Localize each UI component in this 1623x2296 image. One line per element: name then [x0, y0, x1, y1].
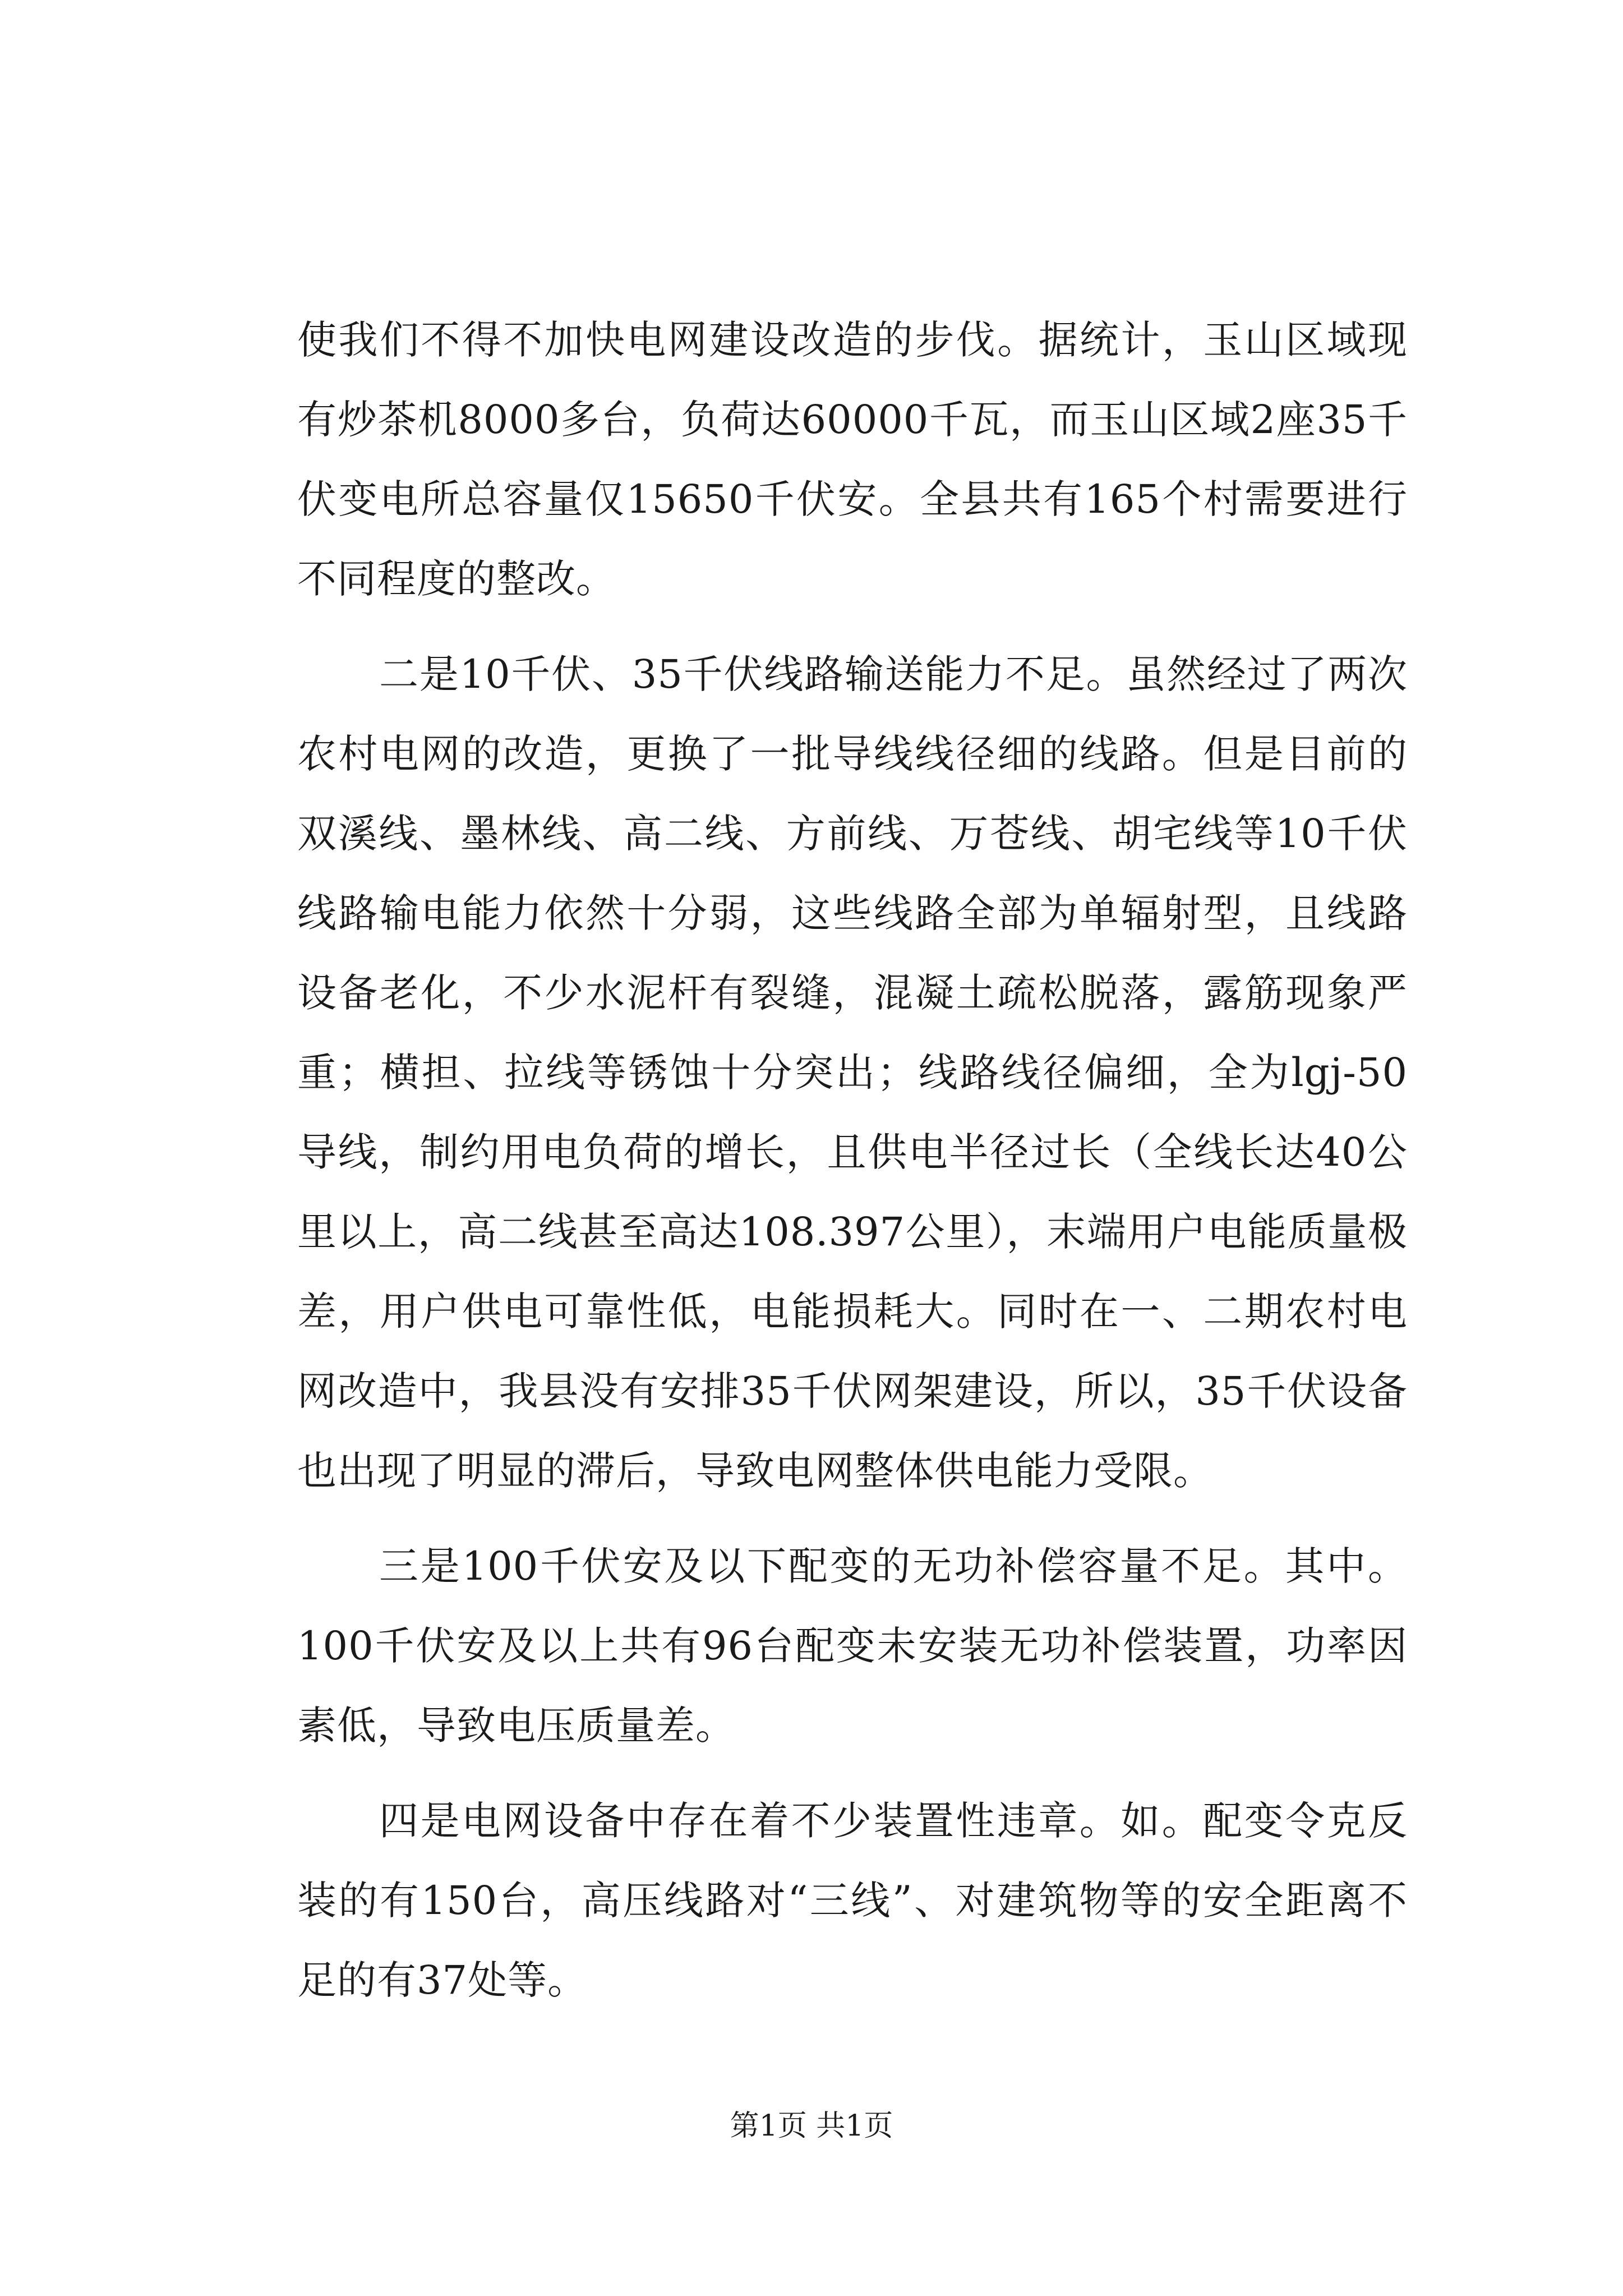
page-footer: 第1页 共1页 [730, 2109, 893, 2143]
paragraph-point-two: 二是10千伏、35千伏线路输送能力不足。虽然经过了两次农村电网的改造，更换了一批导线线径细的线路。但是目前的双溪线、墨林线、高二线、方前线、万苍线、胡宅线等10千伏线路输电能力依然十分弱，这些线路全部为单辐射型，且线路设备老化，不少水泥杆有裂缝，混凝土疏松脱落，露筋现象严重；横担、拉线等锈蚀十分突出；线路线径偏细，全为lgj-50导线，制约用电负荷的增长，且供电半径过长（全线长达40公里以上，高二线甚至高达108.397公里），末端用户电能质量极差，用户供电可靠性低，电能损耗大。同时在一、二期农村电网改造中，我县没有安排35千伏网架建设，所以，35千伏设备也出现了明显的滞后，导致电网整体供电能力受限。 [297, 651, 1408, 1494]
paragraph-continuation: 使我们不得不加快电网建设改造的步伐。据统计，玉山区域现有炒茶机8000多台，负荷达60000千瓦，而玉山区域2座35千伏变电所总容量仅15650千伏安。全县共有165个村需要进行不同程度的整改。 [297, 317, 1408, 602]
paragraph-point-three: 三是100千伏安及以下配变的无功补偿容量不足。其中。100千伏安及以上共有96台配变未安装无功补偿装置，功率因素低，导致电压质量差。 [297, 1543, 1408, 1749]
document-body [297, 300, 1408, 2036]
paragraph-point-four: 四是电网设备中存在着不少装置性违章。如。配变令克反装的有150台，高压线路对“三线”、对建筑物等的安全距离不足的有37处等。 [297, 1798, 1408, 2003]
